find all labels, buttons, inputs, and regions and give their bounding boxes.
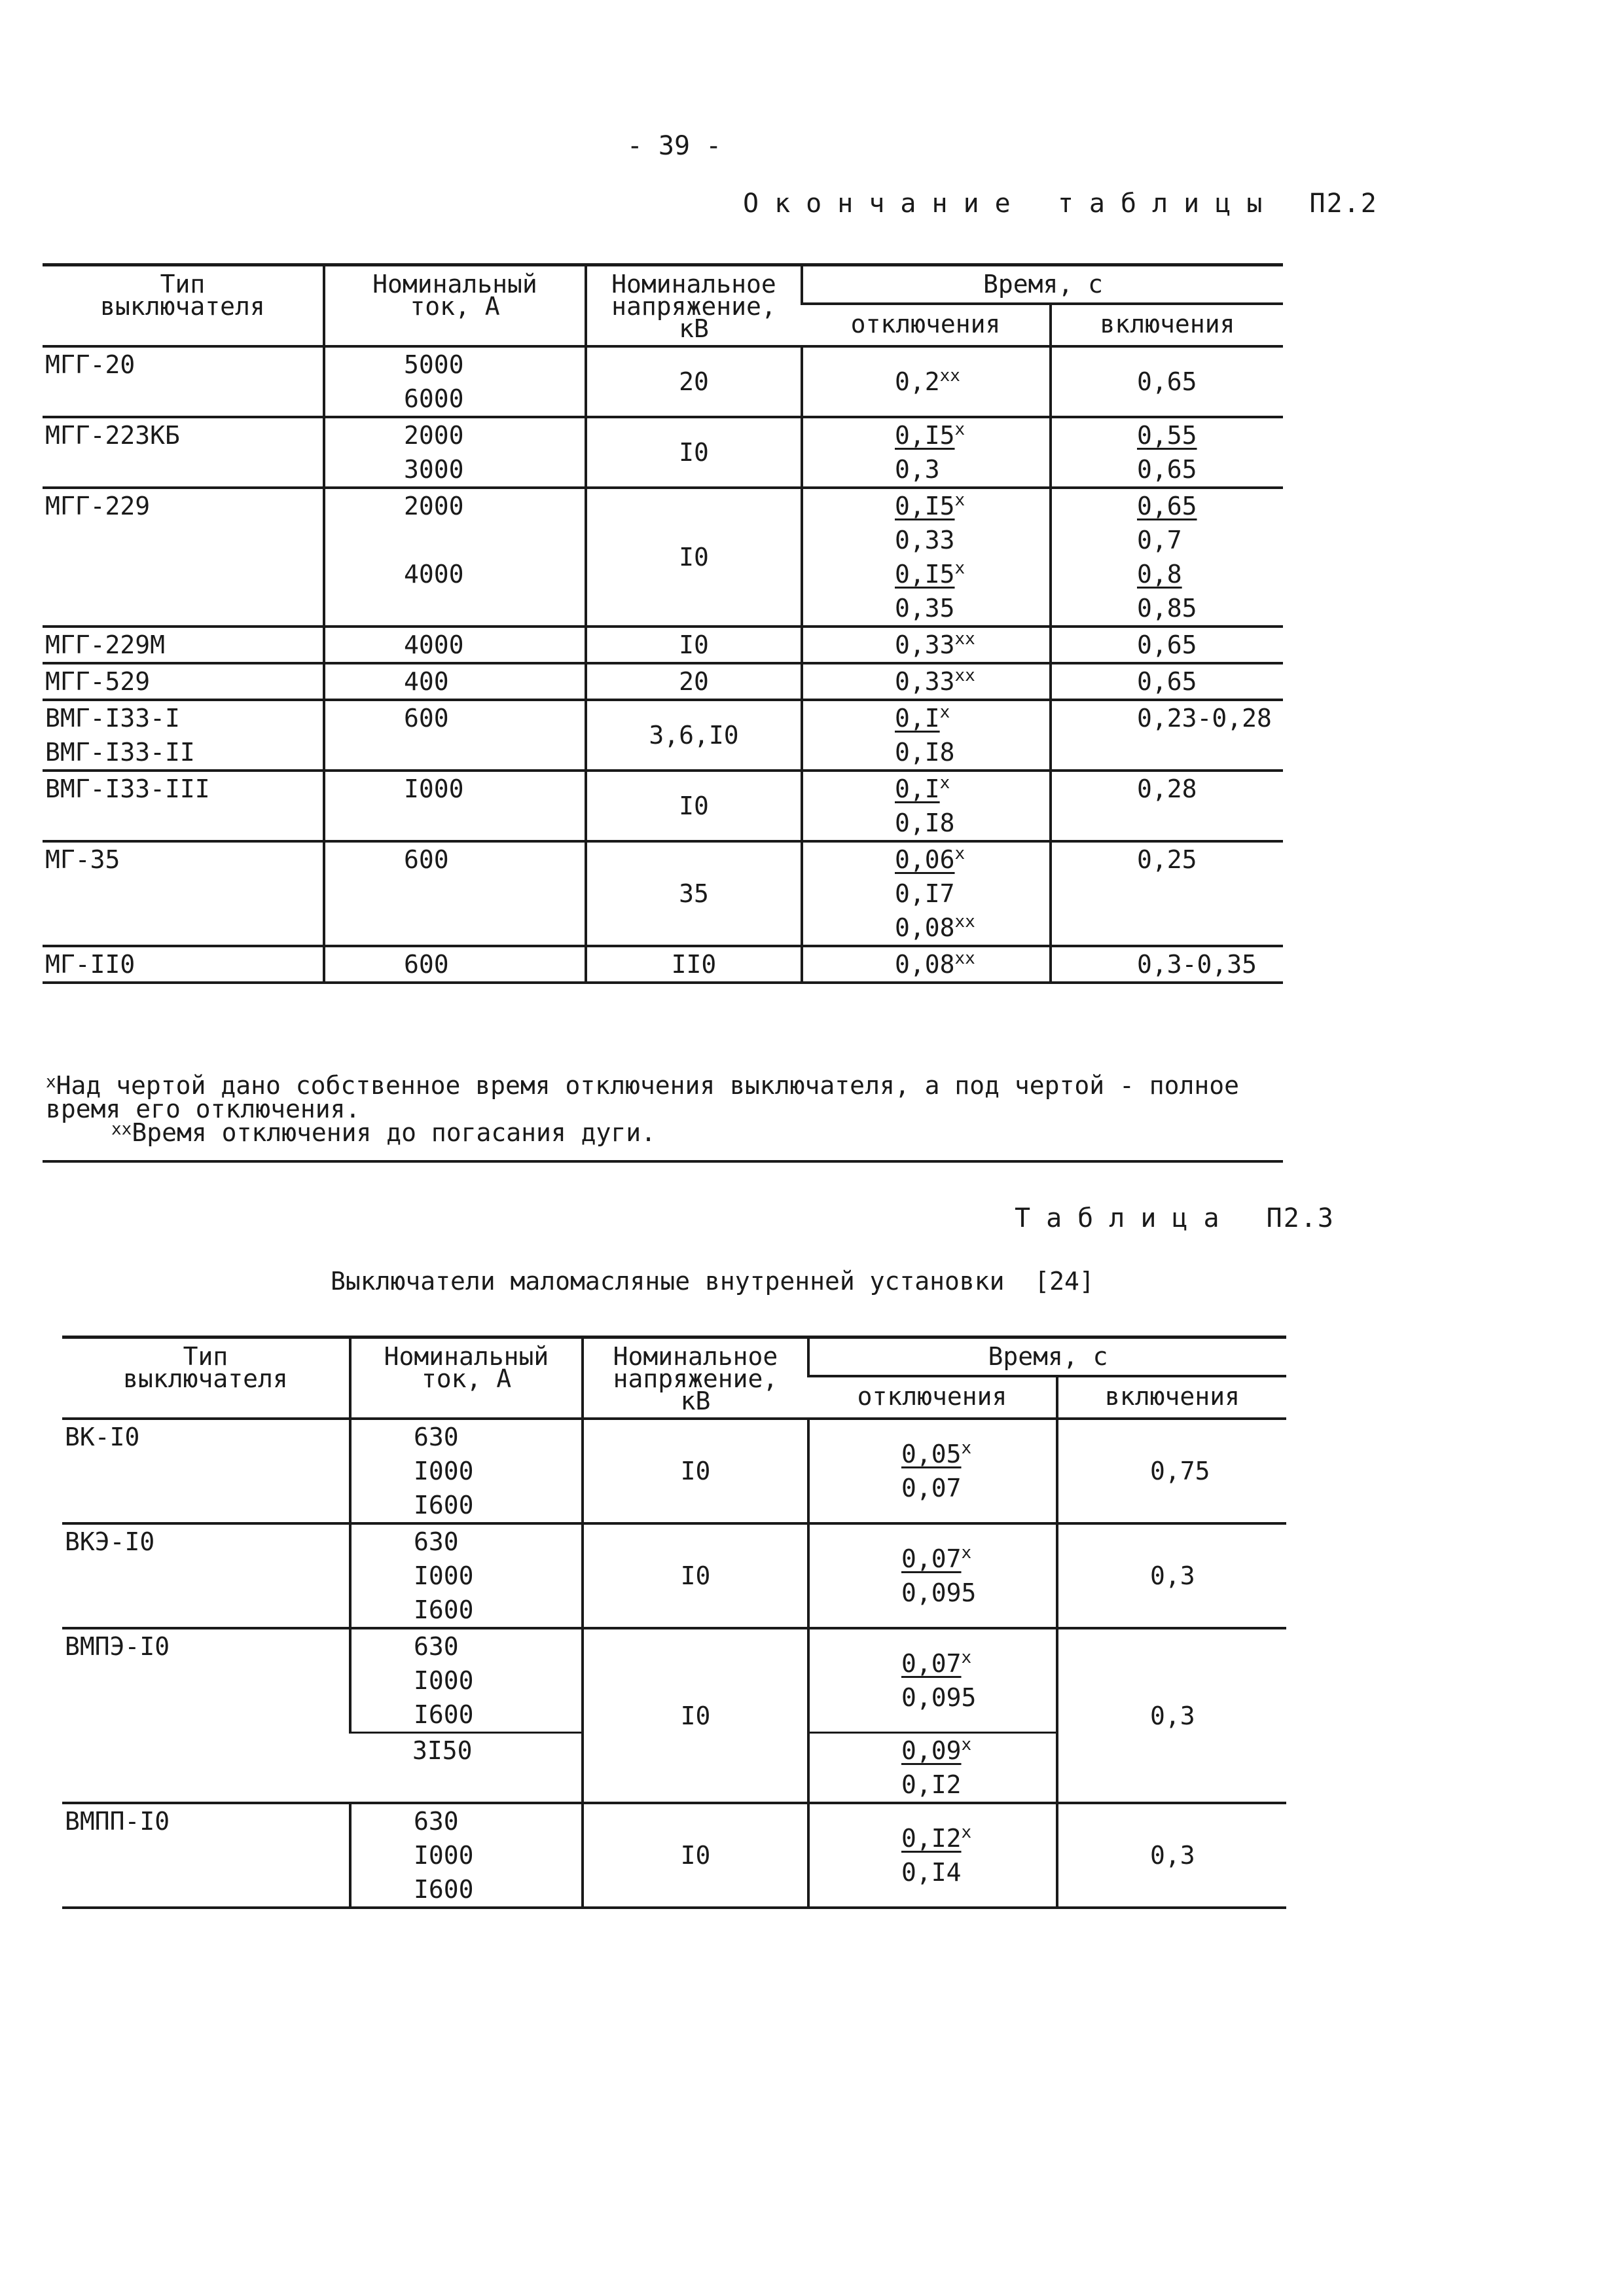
off-time-value: 0,2: [895, 367, 940, 396]
cell-rated-voltage: [586, 417, 802, 488]
cell-rated-current: [350, 1419, 583, 1523]
table-row: [62, 1628, 1286, 1733]
footnote-2: $^{xx}$Время отключения до погасания дуги.: [111, 1118, 657, 1147]
footnote-mark: xx: [954, 629, 975, 649]
on-time-value: 0,55: [1137, 421, 1197, 450]
on-time-value: 0,65: [1137, 367, 1197, 396]
on-time: [1137, 772, 1283, 806]
cell-rated-voltage: [583, 1419, 808, 1523]
table2-caption-number: П2.3: [1266, 1203, 1335, 1233]
cell-off-time: [808, 1523, 1057, 1628]
cell-on-time: [1051, 663, 1283, 700]
rated-voltage: I0: [680, 1561, 711, 1590]
cell-rated-current: [350, 1523, 583, 1628]
header-type: Тип выключателя: [43, 265, 324, 347]
cell-rated-voltage: [586, 700, 802, 771]
rated-voltage: 20: [679, 367, 709, 396]
cell-on-time: [1057, 1523, 1286, 1628]
footnote-mark: x: [954, 490, 965, 510]
off-time: [901, 1437, 1056, 1471]
rated-voltage: 20: [679, 667, 709, 696]
off-time-value: 0,I7: [895, 879, 955, 908]
cell-rated-current: [324, 663, 586, 700]
header-time: Время, с: [802, 265, 1283, 304]
footnote-mark: x: [954, 558, 965, 578]
cell-on-time: [1051, 627, 1283, 663]
on-time: 0,75: [1150, 1457, 1210, 1485]
cell-off-time: [802, 700, 1051, 771]
footnote-mark: x: [961, 1438, 972, 1458]
off-time-value: 0,08: [895, 950, 955, 979]
off-time-value: 0,I: [895, 704, 940, 733]
off-time-value: 0,I2: [901, 1824, 962, 1853]
rated-current: 630: [414, 1807, 459, 1836]
rated-voltage: I0: [680, 1841, 711, 1870]
on-time: [1137, 452, 1283, 486]
off-time: [895, 877, 1049, 911]
cell-breaker-type: [43, 663, 324, 700]
table-row: [43, 841, 1283, 946]
table2-title: [331, 1267, 1094, 1296]
cell-off-time: [802, 663, 1051, 700]
footnote-mark: x: [939, 702, 950, 722]
off-time-value: 0,I4: [901, 1858, 962, 1887]
rated-voltage: I0: [679, 543, 709, 572]
cell-rated-current: [324, 946, 586, 983]
table-row: [43, 488, 1283, 627]
header-on: включения: [1051, 304, 1283, 346]
off-time: [895, 557, 1049, 591]
rated-voltage: 3,6,I0: [649, 721, 739, 750]
cell-off-time: [808, 1803, 1057, 1908]
rated-voltage: II0: [671, 950, 717, 979]
rated-current: I000: [404, 774, 464, 803]
off-time-value: 0,08: [895, 913, 955, 942]
footnote-mark: x: [954, 420, 965, 439]
cell-breaker-type: [43, 627, 324, 663]
off-time: [901, 1768, 1056, 1802]
header-off: отключения: [808, 1376, 1057, 1419]
off-time: [895, 843, 1049, 877]
header-current: Номинальный ток, А: [324, 265, 586, 347]
table-row: [62, 1803, 1286, 1908]
cell-off-time: [808, 1628, 1057, 1733]
cell-off-time: [802, 417, 1051, 488]
table2-body: [62, 1419, 1286, 1908]
table-row: [43, 771, 1283, 841]
cell-breaker-type: [43, 946, 324, 983]
rated-current: 4000: [404, 630, 464, 659]
breaker-type: ВМГ-I33-II: [45, 738, 195, 767]
rated-current: 600: [404, 704, 449, 733]
rated-current: I600: [414, 1875, 474, 1904]
cell-rated-voltage: [586, 841, 802, 946]
breaker-type: МГГ-20: [45, 350, 135, 379]
footnote-mark: x: [939, 773, 950, 793]
rated-current: 400: [404, 667, 449, 696]
on-time-value: 0,8: [1137, 560, 1182, 589]
rated-current: 3I50: [412, 1736, 473, 1765]
on-time: [1137, 843, 1283, 877]
on-time: [1137, 523, 1283, 557]
table1-footnotes: [46, 1071, 1290, 1147]
off-time-value: 0,07: [901, 1474, 962, 1502]
on-time: 0,3: [1150, 1561, 1195, 1590]
cell-on-time: [1051, 346, 1283, 417]
rated-current: 5000: [404, 350, 464, 379]
table-row: [43, 946, 1283, 983]
cell-on-time: [1051, 488, 1283, 627]
cell-on-time: [1051, 841, 1283, 946]
cell-rated-voltage: [586, 663, 802, 700]
header-time: Время, с: [808, 1337, 1286, 1376]
footnote-mark: x: [954, 844, 965, 864]
cell-on-time: [1057, 1419, 1286, 1523]
rated-current: 630: [414, 1423, 459, 1451]
cell-rated-current: [324, 841, 586, 946]
footnote-mark: xx: [939, 366, 960, 386]
rated-current: I000: [414, 1457, 474, 1485]
off-time-value: 0,095: [901, 1683, 977, 1712]
rated-voltage: I0: [680, 1701, 711, 1730]
cell-off-time: [802, 841, 1051, 946]
cell-rated-current: [324, 771, 586, 841]
cell-breaker-type: [43, 841, 324, 946]
off-time: [895, 772, 1049, 806]
rated-current: 2000: [404, 492, 464, 520]
footnote-mark: x: [961, 1823, 972, 1842]
table1-caption-number: П2.2: [1309, 189, 1378, 219]
cell-breaker-type: [43, 488, 324, 627]
cell-on-time: [1051, 771, 1283, 841]
off-time: [901, 1681, 1056, 1715]
rated-current: [404, 523, 585, 557]
cell-rated-voltage: [586, 346, 802, 417]
cell-rated-voltage: [586, 627, 802, 663]
cell-off-time: [808, 1419, 1057, 1523]
on-time-value: 0,85: [1137, 594, 1197, 623]
off-time: [901, 1576, 1056, 1610]
off-time-value: 0,I: [895, 774, 940, 803]
rated-current: I000: [414, 1841, 474, 1870]
cell-breaker-type: [43, 417, 324, 488]
off-time: [895, 489, 1049, 523]
off-time-value: 0,I2: [901, 1770, 962, 1799]
table-row: [62, 1419, 1286, 1523]
on-time-value: 0,65: [1137, 492, 1197, 520]
cell-on-time: [1051, 700, 1283, 771]
cell-rated-voltage: [583, 1803, 808, 1908]
rated-voltage: I0: [679, 438, 709, 467]
on-time-value: 0,7: [1137, 526, 1182, 555]
table-row: [43, 663, 1283, 700]
cell-off-time: [802, 488, 1051, 627]
cell-rated-current: [350, 1803, 583, 1908]
off-time-value: 0,09: [901, 1736, 962, 1765]
header-type: Тип выключателя: [62, 1337, 350, 1419]
breaker-type: ВМПЭ-I0: [65, 1632, 170, 1661]
footnote-mark: x: [961, 1543, 972, 1563]
cell-rated-current: [350, 1733, 583, 1804]
on-time: [1137, 365, 1283, 399]
table-row: [43, 627, 1283, 663]
on-time: [1137, 489, 1283, 523]
on-time-value: 0,65: [1137, 667, 1197, 696]
rated-voltage: I0: [679, 791, 709, 820]
cell-rated-current: [324, 488, 586, 627]
breaker-type: ВМГ-I33-III: [45, 774, 210, 803]
on-time-value: 0,28: [1137, 774, 1197, 803]
table-row: [43, 346, 1283, 417]
off-time-value: 0,06: [895, 845, 955, 874]
breaker-type: МГГ-229М: [45, 630, 166, 659]
breaker-type: ВМГ-I33-I: [45, 704, 180, 733]
rated-voltage: I0: [680, 1457, 711, 1485]
table1-body: [43, 346, 1283, 983]
off-time: [895, 452, 1049, 486]
table-row: [43, 417, 1283, 488]
off-time: [895, 418, 1049, 452]
cell-rated-voltage: [583, 1628, 808, 1803]
table2-title-text: Выключатели маломасляные внутренней установки: [331, 1267, 1005, 1296]
cell-breaker-type: [62, 1803, 350, 1908]
cell-off-time: [802, 627, 1051, 663]
cell-rated-current: [324, 700, 586, 771]
table2-reference: [24]: [1034, 1267, 1094, 1296]
cell-off-time: [808, 1733, 1057, 1804]
on-time: [1137, 557, 1283, 591]
off-time: [901, 1821, 1056, 1855]
cell-on-time: [1051, 417, 1283, 488]
off-time: [901, 1646, 1056, 1681]
rated-current: 3000: [404, 455, 464, 484]
off-time-value: 0,33: [895, 630, 955, 659]
on-time: [1137, 418, 1283, 452]
breaker-type: МГГ-229: [45, 492, 151, 520]
rated-current: I600: [414, 1700, 474, 1729]
cell-rated-voltage: [586, 488, 802, 627]
cell-rated-voltage: [583, 1523, 808, 1628]
cell-breaker-type: [62, 1523, 350, 1628]
on-time: [1137, 947, 1283, 981]
breaker-type: МГ-35: [45, 845, 120, 874]
on-time: [1137, 701, 1283, 735]
rated-current: I600: [414, 1595, 474, 1624]
cell-on-time: [1057, 1803, 1286, 1908]
cell-rated-current: [324, 346, 586, 417]
off-time: [895, 365, 1049, 399]
off-time-value: 0,07: [901, 1649, 962, 1678]
header-on: включения: [1057, 1376, 1286, 1419]
off-time-value: 0,05: [901, 1440, 962, 1468]
off-time-value: 0,07: [901, 1544, 962, 1573]
rated-current: I000: [414, 1666, 474, 1695]
cell-breaker-type: [62, 1628, 350, 1803]
off-time-value: 0,I8: [895, 738, 955, 767]
table1-caption-words: Окончание таблицы: [743, 189, 1278, 219]
footnote-mark: xx: [954, 949, 975, 968]
off-time: [895, 735, 1049, 769]
breaker-type: МГГ-529: [45, 667, 151, 696]
on-time: [1137, 664, 1283, 699]
page-number: - 39 -: [626, 131, 722, 161]
rated-current: I600: [414, 1491, 474, 1519]
off-time-value: 0,I5: [895, 560, 955, 589]
header-off: отключения: [802, 304, 1051, 346]
rated-current: 600: [404, 950, 449, 979]
off-time-value: 0,095: [901, 1578, 977, 1607]
breaker-type: МГ-II0: [45, 950, 135, 979]
rated-current: 600: [404, 845, 449, 874]
off-time: [895, 591, 1049, 625]
off-time: [901, 1855, 1056, 1889]
off-time-value: 0,I5: [895, 421, 955, 450]
off-time: [895, 628, 1049, 662]
breaker-type: ВМПП-I0: [65, 1807, 170, 1836]
cell-off-time: [802, 771, 1051, 841]
off-time-value: 0,I8: [895, 809, 955, 837]
table-row: [62, 1523, 1286, 1628]
off-time: [895, 911, 1049, 945]
rated-current: 2000: [404, 421, 464, 450]
cell-breaker-type: [43, 346, 324, 417]
breaker-type: ВКЭ-I0: [65, 1527, 155, 1556]
breaker-type: МГГ-223КБ: [45, 421, 180, 450]
table2-caption-words: Таблица: [1015, 1203, 1235, 1233]
cell-on-time: [1057, 1628, 1286, 1803]
rated-voltage: I0: [679, 630, 709, 659]
cell-rated-voltage: [586, 771, 802, 841]
rated-current: 4000: [404, 560, 464, 589]
on-time: [1137, 628, 1283, 662]
table1: [43, 263, 1283, 984]
off-time: [901, 1734, 1056, 1768]
cell-rated-current: [350, 1628, 583, 1733]
rated-current: 6000: [404, 384, 464, 413]
cell-breaker-type: [62, 1419, 350, 1523]
footnote-mark: x: [961, 1648, 972, 1667]
off-time: [895, 664, 1049, 699]
off-time: [895, 701, 1049, 735]
footnote-mark: xx: [954, 666, 975, 685]
cell-rated-voltage: [586, 946, 802, 983]
header-voltage: Номинальное напряжение, кВ: [586, 265, 802, 347]
on-time-value: 0,3-0,35: [1137, 950, 1257, 979]
off-time: [895, 523, 1049, 557]
header-voltage: Номинальное напряжение, кВ: [583, 1337, 808, 1419]
on-time-value: 0,65: [1137, 455, 1197, 484]
cell-on-time: [1051, 946, 1283, 983]
off-time-value: 0,I5: [895, 492, 955, 520]
breaker-type: ВК-I0: [65, 1423, 140, 1451]
off-time-value: 0,3: [895, 455, 940, 484]
on-time-value: 0,23-0,28: [1137, 704, 1272, 733]
rated-voltage: 35: [679, 879, 709, 908]
table-row: [43, 700, 1283, 771]
cell-off-time: [802, 346, 1051, 417]
cell-breaker-type: [43, 771, 324, 841]
footnote-mark: xx: [954, 912, 975, 932]
off-time: [901, 1542, 1056, 1576]
rated-current: 630: [414, 1632, 459, 1661]
rated-current: [404, 591, 585, 625]
off-time: [895, 947, 1049, 981]
off-time-value: 0,33: [895, 667, 955, 696]
footnote-1: $^x$Над чертой дано собственное время отключения выключателя, а под чертой - полное время его отключения.: [46, 1071, 1240, 1123]
cell-breaker-type: [43, 700, 324, 771]
on-time-value: 0,65: [1137, 630, 1197, 659]
rated-current: I000: [414, 1561, 474, 1590]
footnote-mark: x: [961, 1735, 972, 1755]
on-time: 0,3: [1150, 1701, 1195, 1730]
cell-off-time: [802, 946, 1051, 983]
off-time-value: 0,33: [895, 526, 955, 555]
on-time-value: 0,25: [1137, 845, 1197, 874]
rated-current: 630: [414, 1527, 459, 1556]
cell-rated-current: [324, 627, 586, 663]
off-time-value: 0,35: [895, 594, 955, 623]
on-time: 0,3: [1150, 1841, 1195, 1870]
off-time: [895, 806, 1049, 840]
table2-caption: [1015, 1203, 1335, 1233]
table1-caption: [743, 189, 1378, 219]
footnote-separator: [43, 1160, 1283, 1163]
table2: [62, 1336, 1286, 1909]
header-current: Номинальный ток, А: [350, 1337, 583, 1419]
off-time: [901, 1471, 1056, 1505]
on-time: [1137, 591, 1283, 625]
cell-rated-current: [324, 417, 586, 488]
